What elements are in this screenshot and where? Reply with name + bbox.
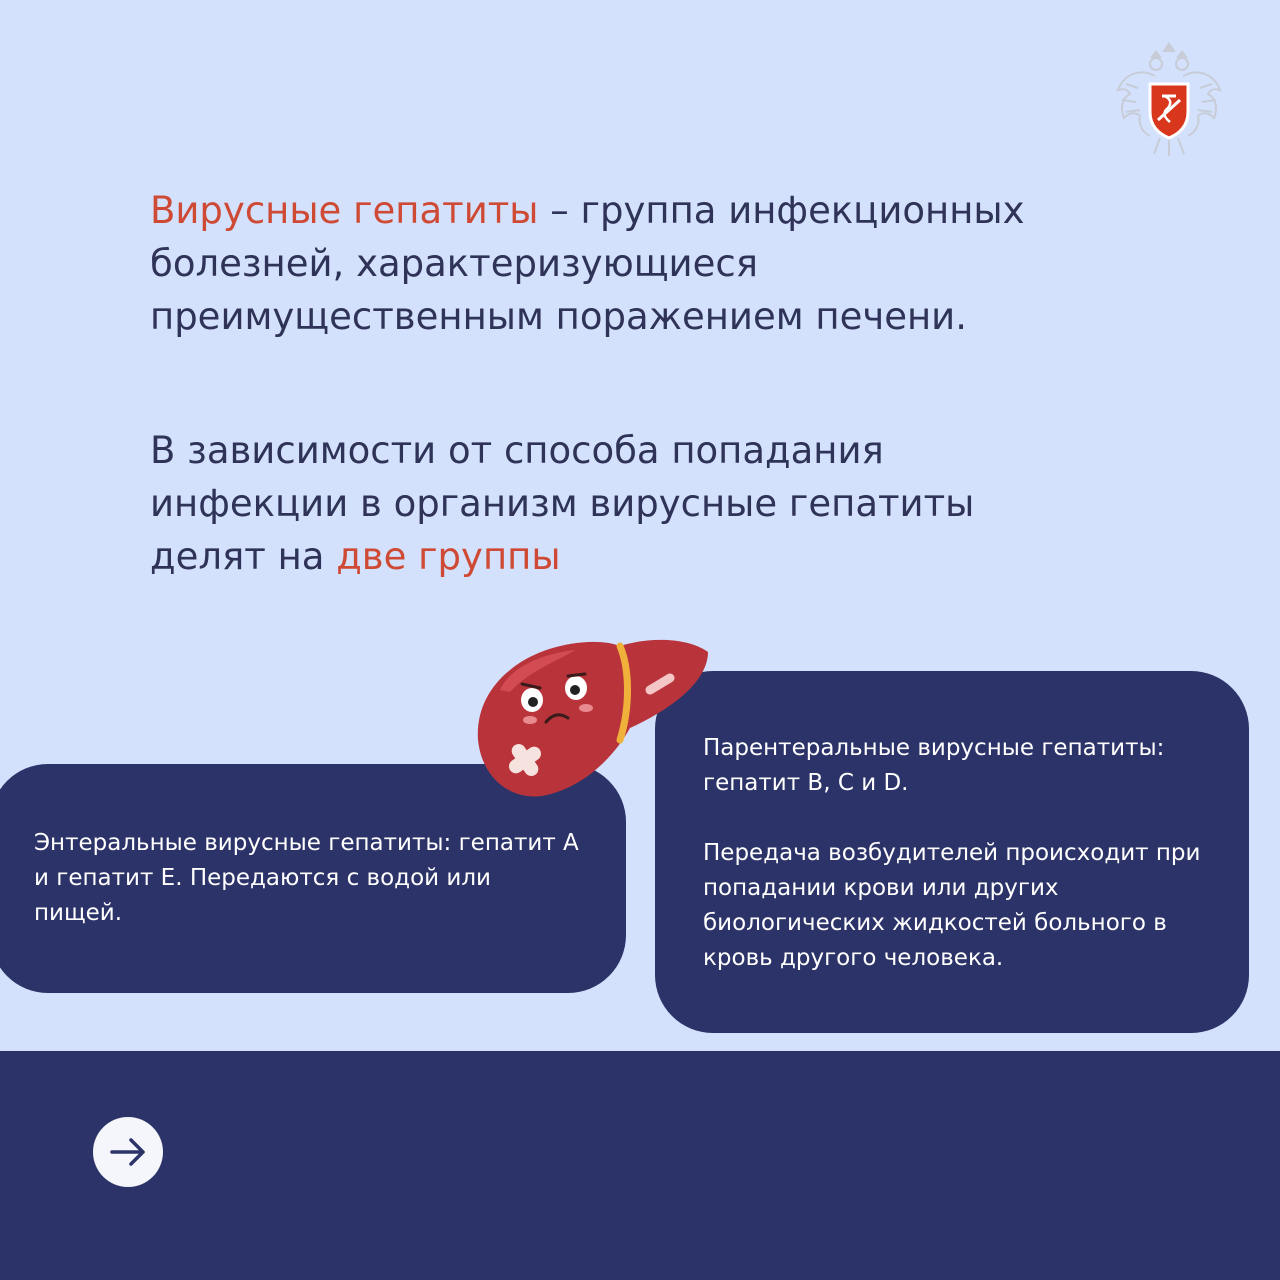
parenteral-hepatitis-card	[655, 671, 1249, 1033]
classification-text	[150, 424, 1070, 583]
parenteral-text: Передача возбудителей происходит при попадании крови или других биологических жидкостей больного в кровь другого человека.	[703, 840, 1201, 971]
sad-liver-illustration	[470, 630, 715, 810]
arrow-right-icon	[110, 1136, 146, 1168]
ministry-emblem-icon	[1110, 38, 1228, 160]
enteral-text: Энтеральные вирусные гепатиты: гепатит А и гепатит Е. Передаются с водой или пищей.	[34, 830, 579, 926]
definition-text: – группа инфекционных болезней, характеризующиеся преимущественным поражением печени.	[150, 189, 1025, 338]
classification-lead: В зависимости от способа попадания инфекции в организм вирусные гепатиты делят на	[150, 429, 975, 578]
parenteral-title: Парентеральные вирусные гепатиты: гепатит В, С и D.	[703, 735, 1165, 796]
next-slide-button[interactable]	[93, 1117, 163, 1187]
footer-bar	[0, 1051, 1280, 1280]
groups-highlight: две группы	[336, 535, 561, 578]
term-highlight: Вирусные гепатиты	[150, 189, 539, 232]
intro-definition	[150, 184, 1070, 343]
